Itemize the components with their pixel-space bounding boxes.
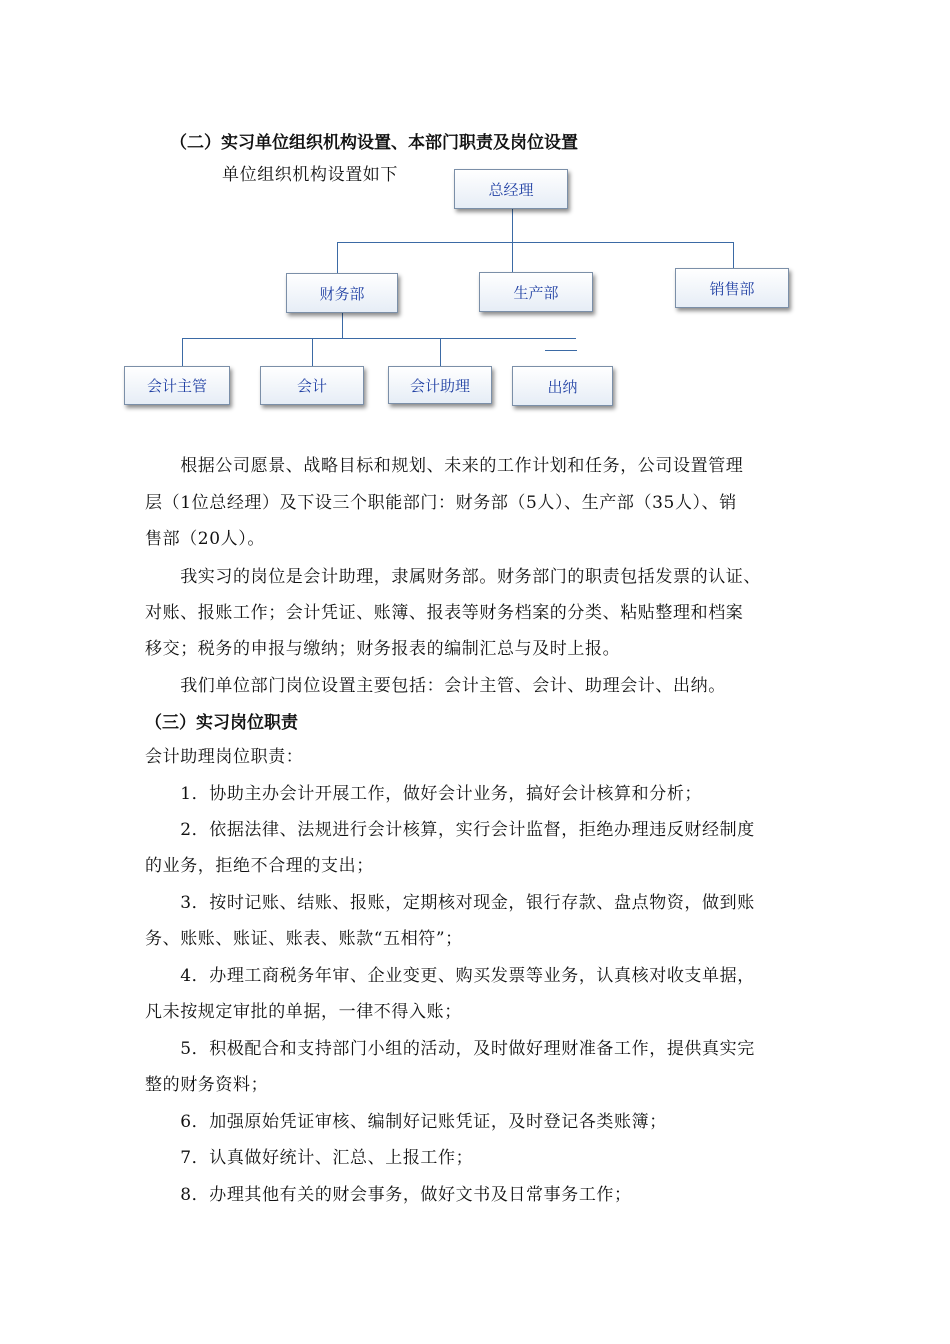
- duty-line: 4．办理工商税务年审、企业变更、购买发票等业务，认真核对收支单据，: [145, 966, 755, 986]
- duty-line: 7．认真做好统计、汇总、上报工作；: [145, 1148, 474, 1168]
- paragraph-line: 对账、报账工作；会计凭证、账簿、报表等财务档案的分类、粘贴整理和档案: [145, 603, 744, 623]
- section2-heading: （二）实习单位组织机构设置、本部门职责及岗位设置: [170, 133, 578, 153]
- connector-line: [545, 350, 577, 351]
- connector-line: [733, 242, 734, 269]
- duty-line: 3．按时记账、结账、报账，定期核对现金，银行存款、盘点物资，做到账: [145, 893, 755, 913]
- connector-line: [342, 312, 343, 338]
- paragraph-line: 我实习的岗位是会计助理，隶属财务部。财务部门的职责包括发票的认证、: [145, 567, 761, 587]
- section3-heading: （三）实习岗位职责: [145, 713, 298, 733]
- connector-line: [182, 338, 576, 339]
- connector-line: [182, 338, 183, 367]
- org-box-accounting-supervisor: 会计主管: [124, 366, 230, 405]
- duty-line: 整的财务资料；: [145, 1075, 269, 1095]
- duty-line: 6．加强原始凭证审核、编制好记账凭证，及时登记各类账簿；: [145, 1112, 667, 1132]
- paragraph-line: 移交；税务的申报与缴纳；财务报表的编制汇总与及时上报。: [145, 639, 621, 659]
- duty-line: 8．办理其他有关的财会事务，做好文书及日常事务工作；: [145, 1185, 632, 1205]
- paragraph-line: 层（1位总经理）及下设三个职能部门：财务部（5人）、生产部（35人）、销: [145, 493, 737, 513]
- org-box-accountant: 会计: [260, 366, 364, 405]
- org-chart-intro: 单位组织机构设置如下: [222, 165, 398, 185]
- org-box-general-manager: 总经理: [454, 169, 568, 209]
- connector-line: [312, 338, 313, 367]
- duties-title: 会计助理岗位职责：: [145, 747, 304, 767]
- duty-line: 凡未按规定审批的单据，一律不得入账；: [145, 1002, 462, 1022]
- org-box-sales-dept: 销售部: [675, 268, 789, 308]
- connector-line: [440, 338, 441, 367]
- duty-line: 务、账账、账证、账表、账款“五相符”；: [145, 929, 463, 949]
- org-box-accounting-assistant: 会计助理: [388, 366, 492, 404]
- duty-line: 5．积极配合和支持部门小组的活动，及时做好理财准备工作，提供真实完: [145, 1039, 755, 1059]
- org-box-cashier: 出纳: [512, 366, 613, 406]
- paragraph-line: 我们单位部门岗位设置主要包括：会计主管、会计、助理会计、出纳。: [145, 676, 726, 696]
- connector-line: [512, 242, 513, 273]
- duty-line: 1．协助主办会计开展工作，做好会计业务，搞好会计核算和分析；: [145, 784, 703, 804]
- connector-line: [512, 208, 513, 242]
- org-box-production-dept: 生产部: [479, 272, 593, 312]
- paragraph-line: 根据公司愿景、战略目标和规划、未来的工作计划和任务，公司设置管理: [145, 456, 744, 476]
- org-box-finance-dept: 财务部: [286, 273, 398, 313]
- duty-line: 2．依据法律、法规进行会计核算，实行会计监督，拒绝办理违反财经制度: [145, 820, 755, 840]
- connector-line: [337, 242, 734, 243]
- duty-line: 的业务，拒绝不合理的支出；: [145, 856, 374, 876]
- paragraph-line: 售部（20人）。: [145, 529, 265, 549]
- connector-line: [337, 242, 338, 273]
